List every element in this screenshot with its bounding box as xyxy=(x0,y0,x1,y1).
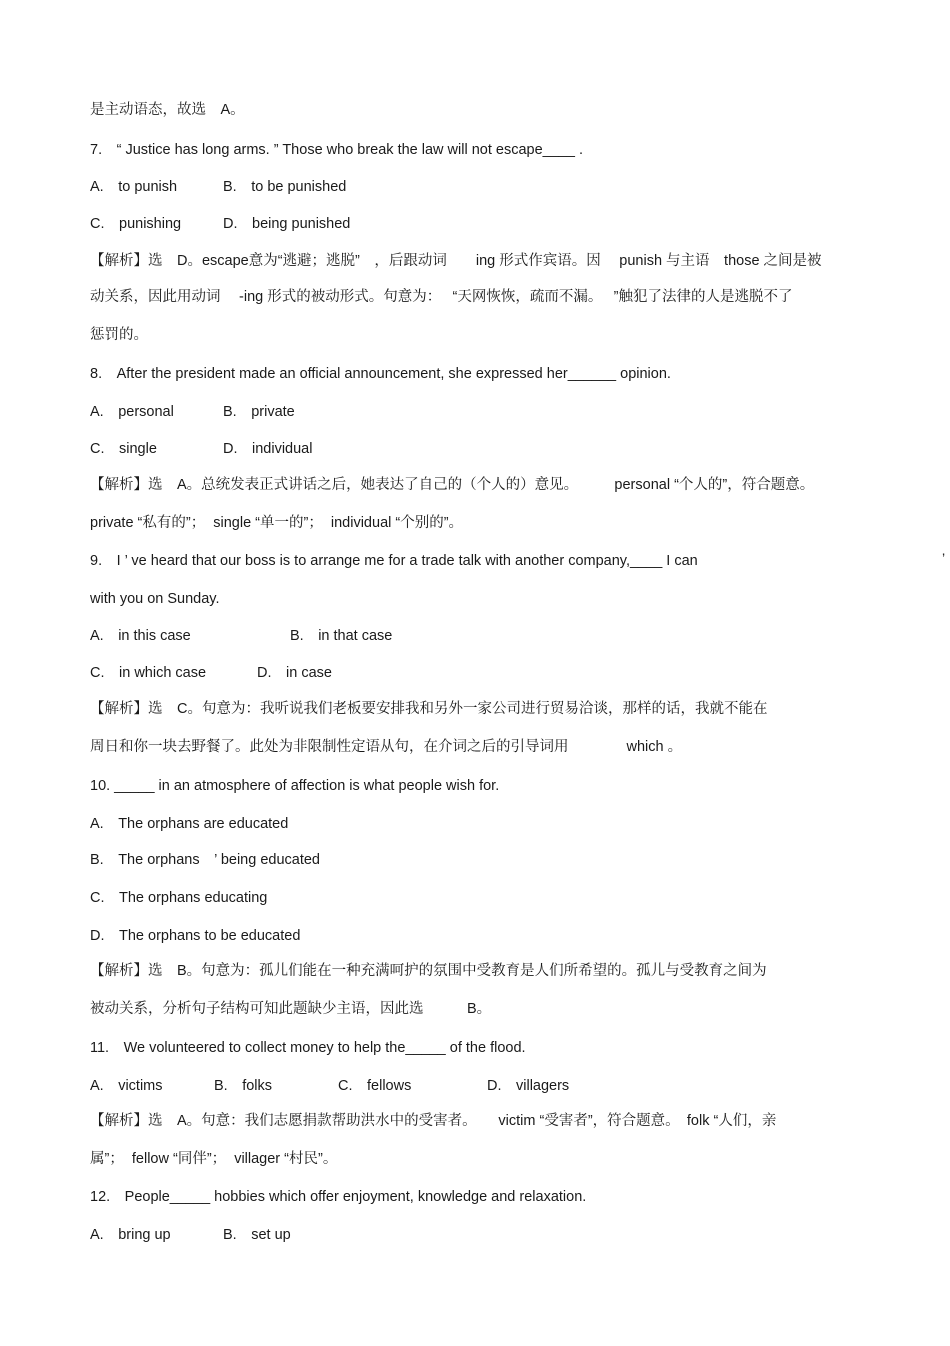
option: D. individual xyxy=(223,441,313,457)
option: A. bring up xyxy=(90,1227,171,1243)
analysis-line: 【解析】选 A。句意：我们志愿捐款帮助洪水中的受害者。 victim “受害者”，符合题意。 folk “人们，亲 xyxy=(90,1113,777,1129)
option: C. in which case xyxy=(90,665,207,681)
option: A. personal xyxy=(90,404,174,420)
option: D. The orphans to be educated xyxy=(90,928,301,944)
analysis-line: 【解析】选 B。句意为：孤儿们能在一种充满呵护的氛围中受教育是人们所希望的。孤儿与受教育之间为 xyxy=(90,963,767,979)
option: B. set up xyxy=(223,1227,291,1243)
analysis-line: 周日和你一块去野餐了。此处为非限制性定语从句，在介词之后的引导词用 which 。 xyxy=(90,739,683,755)
text-line: 是主动语态，故选 A。 xyxy=(90,102,245,118)
question-9: 9. I ’ ve heard that our boss is to arrange me for a trade talk with another company,____ I can xyxy=(90,553,698,569)
option: C. The orphans educating xyxy=(90,890,268,906)
analysis-line: 被动关系，分析句子结构可知此题缺少主语，因此选 B。 xyxy=(90,1001,492,1017)
option: A. to punish xyxy=(90,179,178,195)
option: B. in that case xyxy=(290,628,393,644)
option: D. in case xyxy=(257,665,332,681)
question-10: 10. _____ in an atmosphere of affection is what people wish for. xyxy=(90,778,500,794)
option: C. fellows xyxy=(338,1078,412,1094)
analysis-line: 动关系，因此用动词 -ing 形式的被动形式。句意为： “天网恢恢，疏而不漏。 ”触犯了法律的人是逃脱不了 xyxy=(90,289,793,305)
option: D. villagers xyxy=(487,1078,570,1094)
option: B. to be punished xyxy=(223,179,347,195)
question-11: 11. We volunteered to collect money to help the_____ of the flood. xyxy=(90,1040,526,1056)
analysis-line: private “私有的”； single “单一的”； individual “个别的”。 xyxy=(90,515,464,531)
analysis-line: 属”； fellow “同伴”； villager “村民”。 xyxy=(90,1151,338,1167)
analysis-line: 惩罚的。 xyxy=(90,327,148,343)
analysis-line: 【解析】选 C。句意为：我听说我们老板要安排我和另外一家公司进行贸易洽谈，那样的话，我就不能在 xyxy=(90,701,768,717)
question-9-continued: with you on Sunday. xyxy=(90,591,220,607)
stray-mark: ’ xyxy=(942,550,946,566)
question-12: 12. People_____ hobbies which offer enjoyment, knowledge and relaxation. xyxy=(90,1189,587,1205)
option: D. being punished xyxy=(223,216,351,232)
analysis-line: 【解析】选 D。escape意为“逃避；逃脱” ，后跟动词 ing 形式作宾语。因 punish 与主语 those 之间是被 xyxy=(90,253,822,269)
analysis-line: 【解析】选 A。总统发表正式讲话之后，她表达了自己的（个人的）意见。 personal “个人的”，符合题意。 xyxy=(90,477,815,493)
option: A. The orphans are educated xyxy=(90,816,289,832)
option: C. punishing xyxy=(90,216,182,232)
option: B. folks xyxy=(214,1078,273,1094)
option: B. private xyxy=(223,404,295,420)
option: A. victims xyxy=(90,1078,163,1094)
question-7: 7. “ Justice has long arms. ” Those who break the law will not escape____ . xyxy=(90,142,583,158)
question-8: 8. After the president made an official announcement, she expressed her______ opinion. xyxy=(90,366,671,382)
option: B. The orphans ’ being educated xyxy=(90,852,320,868)
option: C. single xyxy=(90,441,157,457)
option: A. in this case xyxy=(90,628,191,644)
